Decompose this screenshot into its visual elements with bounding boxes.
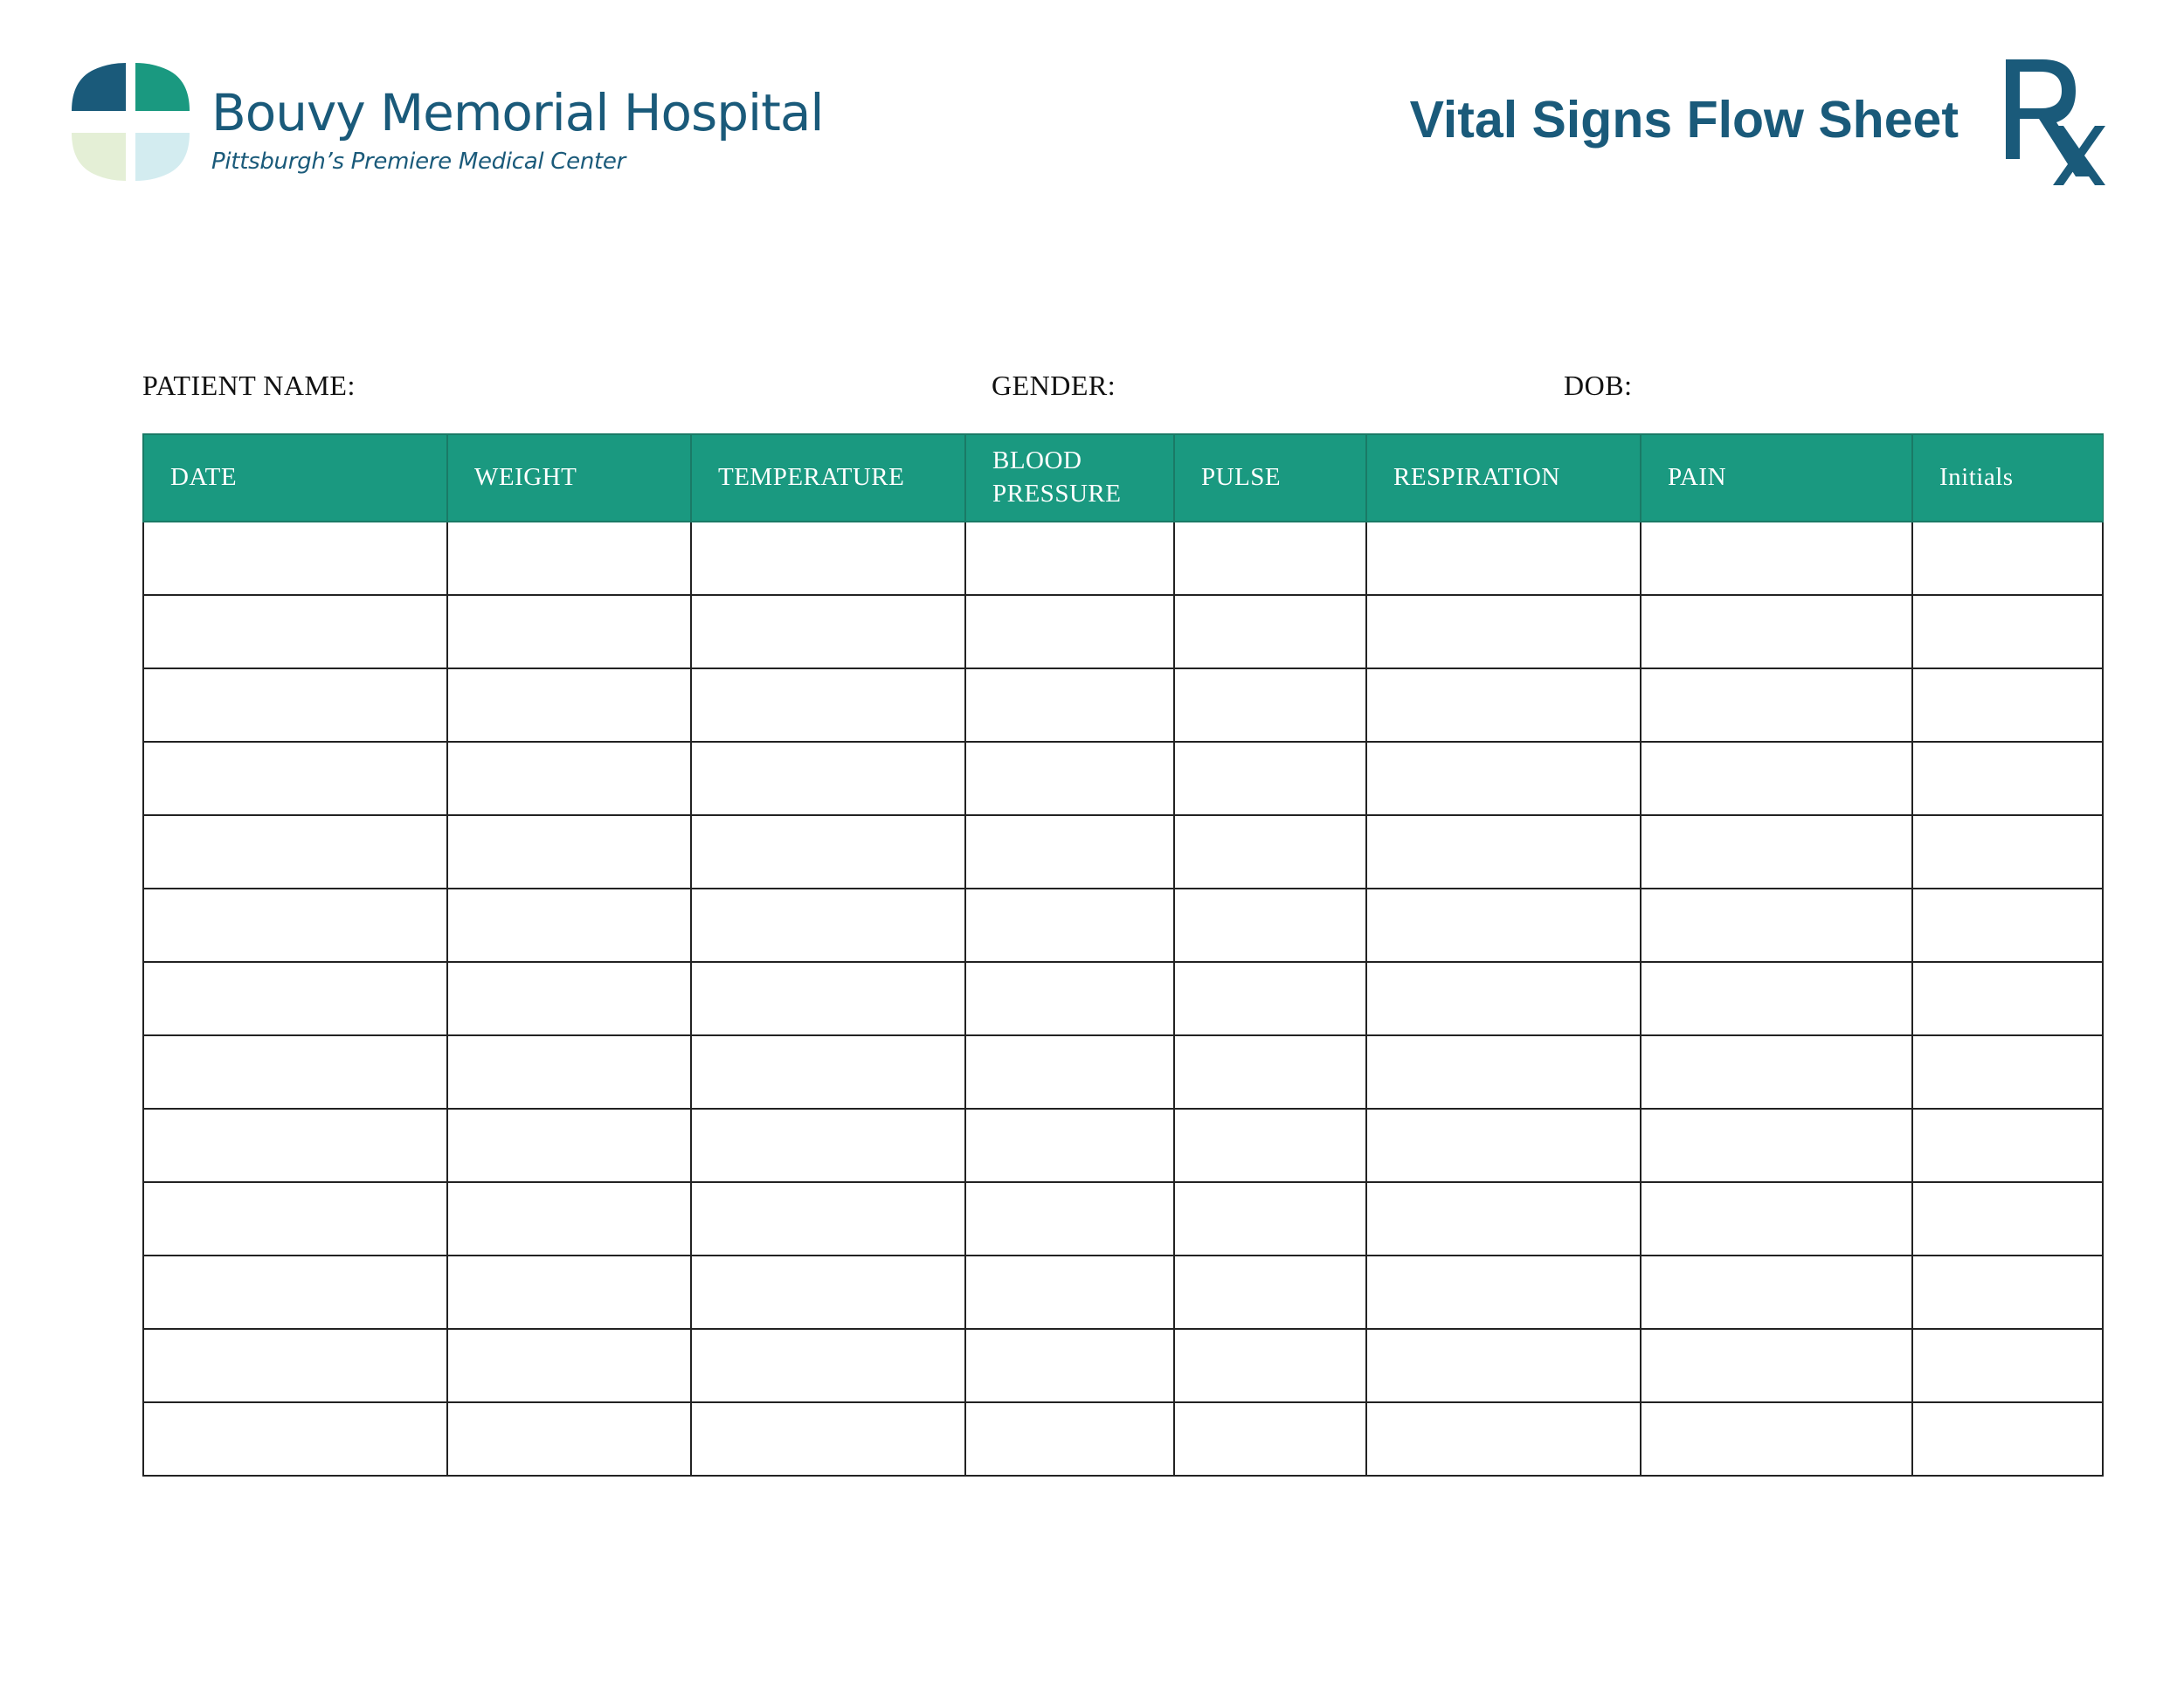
table-cell[interactable] [1641, 595, 1912, 668]
table-row [143, 522, 2103, 595]
table-cell[interactable] [1366, 1182, 1641, 1256]
gender-label: GENDER: [992, 370, 1116, 401]
table-cell[interactable] [965, 1329, 1174, 1402]
table-cell[interactable] [965, 962, 1174, 1035]
table-cell[interactable] [1912, 962, 2103, 1035]
table-cell[interactable] [965, 889, 1174, 962]
table-cell[interactable] [1174, 522, 1366, 595]
rx-icon [2001, 54, 2105, 185]
table-cell[interactable] [447, 522, 691, 595]
table-cell[interactable] [965, 522, 1174, 595]
column-header-temperature: TEMPERATURE [691, 434, 965, 522]
column-header-date: DATE [143, 434, 447, 522]
table-cell[interactable] [1641, 1182, 1912, 1256]
table-cell[interactable] [691, 1256, 965, 1329]
table-cell[interactable] [447, 1402, 691, 1476]
table-cell[interactable] [965, 1109, 1174, 1182]
table-cell[interactable] [447, 815, 691, 889]
table-cell[interactable] [1912, 1182, 2103, 1256]
table-row [143, 962, 2103, 1035]
table-cell[interactable] [1641, 668, 1912, 742]
table-cell[interactable] [691, 815, 965, 889]
table-cell[interactable] [1641, 815, 1912, 889]
table-cell[interactable] [1641, 962, 1912, 1035]
table-cell[interactable] [1366, 668, 1641, 742]
table-cell[interactable] [143, 742, 447, 815]
table-cell[interactable] [1174, 1329, 1366, 1402]
table-cell[interactable] [1366, 889, 1641, 962]
table-cell[interactable] [1174, 1109, 1366, 1182]
table-cell[interactable] [1366, 742, 1641, 815]
table-cell[interactable] [1641, 1035, 1912, 1109]
table-cell[interactable] [965, 815, 1174, 889]
table-cell[interactable] [447, 1256, 691, 1329]
table-row [143, 1256, 2103, 1329]
table-cell[interactable] [691, 668, 965, 742]
table-cell[interactable] [691, 1035, 965, 1109]
table-cell[interactable] [1912, 889, 2103, 962]
table-cell[interactable] [691, 1329, 965, 1402]
column-header-respiration: RESPIRATION [1366, 434, 1641, 522]
table-cell[interactable] [691, 1402, 965, 1476]
table-cell[interactable] [691, 595, 965, 668]
table-cell[interactable] [1174, 1035, 1366, 1109]
table-cell[interactable] [447, 889, 691, 962]
table-cell[interactable] [143, 815, 447, 889]
table-cell[interactable] [1912, 1402, 2103, 1476]
column-header-weight: WEIGHT [447, 434, 691, 522]
table-cell[interactable] [1641, 522, 1912, 595]
vital-signs-table [142, 433, 2104, 1477]
table-cell[interactable] [965, 595, 1174, 668]
table-cell[interactable] [1641, 1402, 1912, 1476]
table-cell[interactable] [1366, 1035, 1641, 1109]
table-cell[interactable] [965, 1182, 1174, 1256]
table-row [143, 1182, 2103, 1256]
column-header-initials: Initials [1912, 434, 2103, 522]
table-cell[interactable] [691, 889, 965, 962]
table-row [143, 889, 2103, 962]
hospital-branding [211, 83, 824, 175]
table-cell[interactable] [965, 1256, 1174, 1329]
table-row [143, 1109, 2103, 1182]
cross-logo-icon [72, 63, 190, 181]
hospital-name: Bouvy Memorial Hospital [211, 83, 824, 142]
table-cell[interactable] [691, 522, 965, 595]
table-cell[interactable] [1641, 1329, 1912, 1402]
hospital-tagline: Pittsburgh’s Premiere Medical Center [211, 149, 626, 175]
table-row [143, 1402, 2103, 1476]
column-header-blood-pressure: BLOOD PRESSURE [965, 434, 1174, 522]
table-cell[interactable] [1174, 668, 1366, 742]
table-row [143, 595, 2103, 668]
table-cell[interactable] [1641, 742, 1912, 815]
table-cell[interactable] [965, 668, 1174, 742]
table-body [143, 522, 2103, 1476]
table-cell[interactable] [1912, 595, 2103, 668]
table-cell[interactable] [1366, 1109, 1641, 1182]
table-cell[interactable] [143, 1035, 447, 1109]
table-cell[interactable] [447, 1329, 691, 1402]
table-cell[interactable] [143, 1109, 447, 1182]
column-header-pain: PAIN [1641, 434, 1912, 522]
table-cell[interactable] [1912, 1035, 2103, 1109]
table-cell[interactable] [1366, 1256, 1641, 1329]
table-cell[interactable] [143, 668, 447, 742]
table-cell[interactable] [1912, 1256, 2103, 1329]
table-cell[interactable] [143, 1182, 447, 1256]
table-cell[interactable] [447, 595, 691, 668]
table-cell[interactable] [143, 962, 447, 1035]
table-cell[interactable] [1641, 1256, 1912, 1329]
sheet-title: Vital Signs Flow Sheet [1409, 91, 1959, 149]
table-cell[interactable] [1641, 1109, 1912, 1182]
dob-label: DOB: [1564, 370, 1633, 401]
table-cell[interactable] [447, 668, 691, 742]
table-cell[interactable] [1174, 889, 1366, 962]
table-cell[interactable] [1912, 815, 2103, 889]
table-header-row [143, 434, 2103, 522]
table-cell[interactable] [965, 1402, 1174, 1476]
table-cell[interactable] [143, 1329, 447, 1402]
table-cell[interactable] [143, 1256, 447, 1329]
table-cell[interactable] [691, 1182, 965, 1256]
patient-name-label: PATIENT NAME: [142, 370, 356, 401]
table-cell[interactable] [691, 1109, 965, 1182]
table-cell[interactable] [447, 962, 691, 1035]
table-cell[interactable] [1174, 1402, 1366, 1476]
table-cell[interactable] [965, 742, 1174, 815]
table-cell[interactable] [1912, 668, 2103, 742]
table-cell[interactable] [143, 889, 447, 962]
table-cell[interactable] [691, 742, 965, 815]
table-row [143, 668, 2103, 742]
table-cell[interactable] [1641, 889, 1912, 962]
table-row [143, 815, 2103, 889]
table-cell[interactable] [1912, 742, 2103, 815]
table-cell[interactable] [1366, 595, 1641, 668]
table-cell[interactable] [1174, 815, 1366, 889]
table-row [143, 742, 2103, 815]
table-cell[interactable] [1912, 1329, 2103, 1402]
table-row [143, 1329, 2103, 1402]
table-cell[interactable] [1912, 1109, 2103, 1182]
table-cell[interactable] [1174, 595, 1366, 668]
table-cell[interactable] [1174, 962, 1366, 1035]
table-cell[interactable] [1366, 815, 1641, 889]
column-header-pulse: PULSE [1174, 434, 1366, 522]
table-cell[interactable] [691, 962, 965, 1035]
table-cell[interactable] [1366, 962, 1641, 1035]
table-cell[interactable] [1174, 742, 1366, 815]
table-cell[interactable] [1174, 1182, 1366, 1256]
table-cell[interactable] [447, 1035, 691, 1109]
table-cell[interactable] [143, 522, 447, 595]
table-cell[interactable] [965, 1035, 1174, 1109]
table-cell[interactable] [1366, 522, 1641, 595]
table-cell[interactable] [447, 742, 691, 815]
table-cell[interactable] [1912, 522, 2103, 595]
table-row [143, 1035, 2103, 1109]
table-cell[interactable] [1174, 1256, 1366, 1329]
table-cell[interactable] [447, 1109, 691, 1182]
table-cell[interactable] [447, 1182, 691, 1256]
table-cell[interactable] [1366, 1402, 1641, 1476]
table-cell[interactable] [143, 595, 447, 668]
table-cell[interactable] [143, 1402, 447, 1476]
table-cell[interactable] [1366, 1329, 1641, 1402]
